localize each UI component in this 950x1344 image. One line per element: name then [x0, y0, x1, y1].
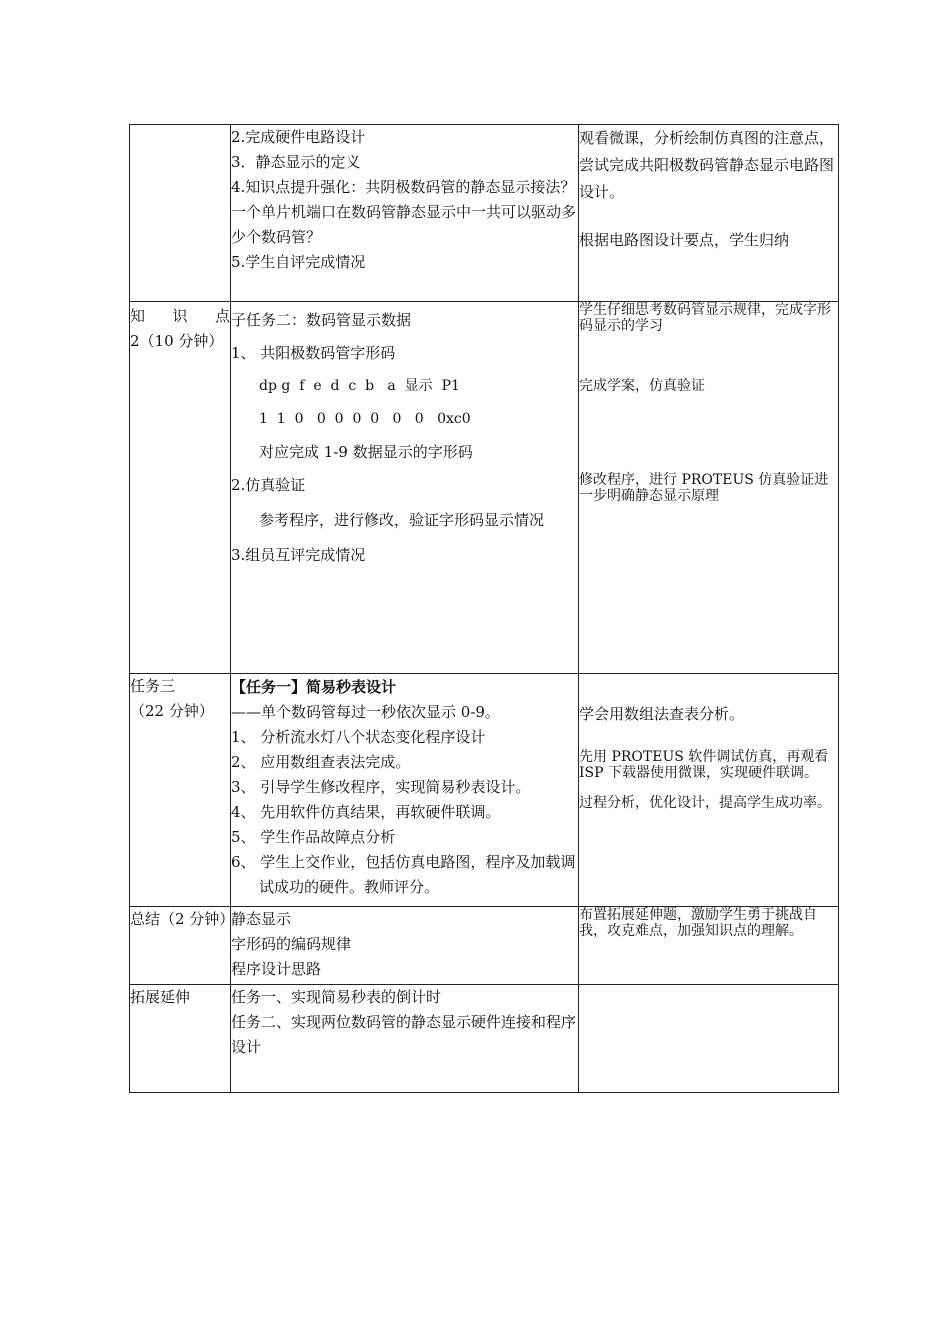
student-line: 根据电路图设计要点，学生归纳: [579, 231, 790, 249]
student-activity-cell: [579, 907, 839, 985]
activity-line: 2.仿真验证: [231, 476, 306, 494]
stage-label: 总结（2 分钟）: [130, 910, 235, 928]
summary-line: 程序设计思路: [231, 960, 322, 978]
stage-label: 知 识 点: [130, 307, 230, 325]
student-activity-cell: [579, 302, 839, 674]
student-line: 完成学案，仿真验证: [579, 378, 705, 394]
subtask-title: 子任务二：数码管显示数据: [231, 311, 412, 329]
student-activity-cell: [579, 674, 839, 907]
stage-cell: [130, 985, 231, 1093]
task-step: 5、 学生作品故障点分析: [231, 828, 396, 846]
stage-time: （22 分钟）: [130, 702, 214, 720]
summary-line: 静态显示: [231, 910, 292, 928]
activity-line: 3．静态显示的定义: [231, 153, 361, 171]
extension-task: 任务二、实现两位数码管的静态显示硬件连接和程序设计: [231, 1013, 577, 1056]
extension-task: 任务一、实现简易秒表的倒计时: [231, 988, 442, 1006]
activity-line: 3.组员互评完成情况: [231, 546, 366, 564]
stage-time: 2（10 分钟）: [130, 332, 224, 350]
activity-line: 5.学生自评完成情况: [231, 253, 366, 271]
summary-line: 字形码的编码规律: [231, 935, 352, 953]
teacher-activity-cell: [231, 302, 579, 674]
student-line: 先用 PROTEUS 软件调试仿真，再观看 ISP 下载器使用微课，实现硬件联调。: [579, 749, 829, 781]
lesson-plan-table: [129, 124, 839, 1093]
task-step: 4、 先用软件仿真结果，再软硬件联调。: [231, 803, 501, 821]
stage-label: 任务三: [130, 677, 176, 695]
task-step: 2、 应用数组查表法完成。: [231, 753, 411, 771]
stage-cell: [130, 907, 235, 985]
table-row-knowledge-2: [130, 302, 839, 674]
student-line: 观看微课，分析绘制仿真图的注意点，尝试完成共阳极数码管静态显示电路图设计。: [579, 129, 835, 201]
task-subtitle: ——单个数码管每过一秒依次显示 0-9。: [231, 703, 500, 721]
stage-cell: [130, 302, 231, 674]
task-step: 6、 学生上交作业，包括仿真电路图，程序及加载调试成功的硬件。教师评分。: [231, 853, 576, 896]
student-line: 学会用数组法查表分析。: [579, 705, 745, 723]
student-activity-cell: [579, 985, 839, 1093]
stage-label: 拓展延伸: [130, 988, 191, 1006]
student-line: 布置拓展延伸题，激励学生勇于挑战自我，攻克难点，加强知识点的理解。: [579, 907, 817, 939]
task-step: 3、 引导学生修改程序，实现简易秒表设计。: [231, 778, 531, 796]
task-step: 1、 分析流水灯八个状态变化程序设计: [231, 728, 486, 746]
stage-cell: [130, 125, 231, 302]
teacher-activity-cell: [231, 985, 579, 1093]
student-line: 修改程序，进行 PROTEUS 仿真验证进一步明确静态显示原理: [579, 472, 829, 504]
table-row-continuation: [130, 125, 839, 302]
activity-line: 参考程序，进行修改，验证字形码显示情况: [259, 511, 545, 529]
table-row-summary: [130, 907, 839, 985]
teacher-activity-cell: [231, 674, 579, 907]
activity-line: 4.知识点提升强化：共阴极数码管的静态显示接法？一个单片机端口在数码管静态显示中一共可以驱动多少个数码管？: [231, 178, 577, 246]
teacher-activity-cell: [231, 907, 579, 985]
stage-cell: [130, 674, 231, 907]
activity-line: 对应完成 1-9 数据显示的字形码: [259, 443, 473, 461]
activity-line: 1、 共阳极数码管字形码: [231, 344, 396, 362]
student-line: 过程分析，优化设计，提高学生成功率。: [579, 795, 831, 811]
activity-line: 2.完成硬件电路设计: [231, 128, 366, 146]
student-activity-cell: [579, 125, 839, 302]
table-row-task-3: [130, 674, 839, 907]
teacher-activity-cell: [231, 125, 579, 302]
segment-code-header: dp g f e d c b a 显示 P1: [259, 378, 460, 394]
table-row-extension: [130, 985, 839, 1093]
student-line: 学生仔细思考数码管显示规律，完成字形码显示的学习: [579, 302, 831, 334]
segment-code-row: 1 1 0 0 0 0 0 0 0 0xc0: [259, 411, 471, 427]
task-title: 【任务一】简易秒表设计: [231, 678, 397, 696]
